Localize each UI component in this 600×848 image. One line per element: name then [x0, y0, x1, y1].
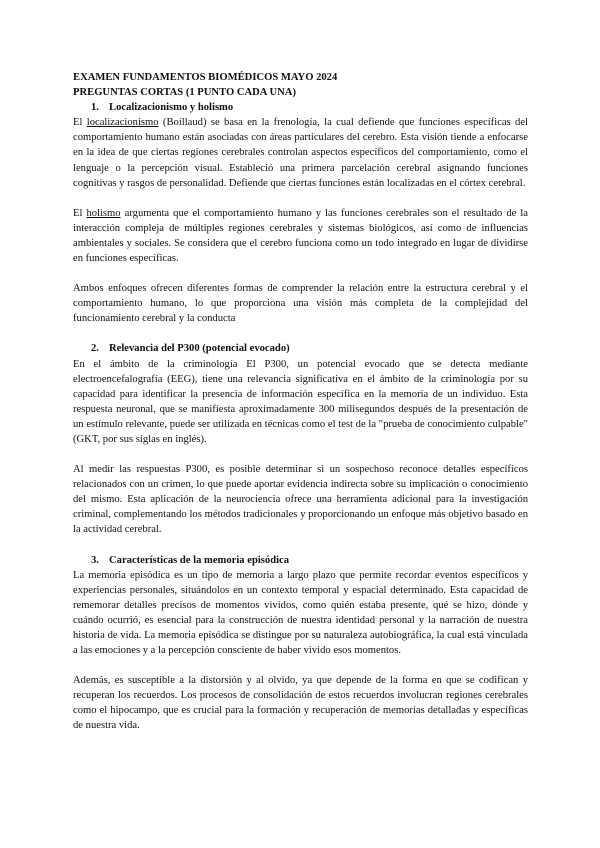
spacer — [73, 266, 528, 281]
section-1-heading — [73, 100, 528, 115]
section-2-heading — [73, 341, 528, 356]
spacer — [73, 326, 528, 341]
section-3-title: Características de la memoria episódica — [109, 554, 290, 566]
section-2-title: Relevancia del P300 (potencial evocado) — [109, 343, 290, 355]
section-1-paragraph-1 — [73, 115, 528, 190]
term-localizacionismo: localizacionismo — [86, 117, 159, 129]
spacer — [73, 191, 528, 206]
section-1-p1-lead: El — [73, 117, 87, 129]
section-2-paragraph-2: Al medir las respuestas P300, es posible determinar si un sospechoso reconoce detalles específicos relacionados con un crimen, lo que puede aportar evidencia indirecta sobre su implicación o conocimiento del mismo. Esta aplicación de la neurociencia ofrece una herramienta adicional para la investigación criminal, complementando los métodos tradicionales y proporcionando un enfoque más objetivo basado en la actividad cerebral. — [73, 464, 528, 536]
document-body — [73, 70, 528, 734]
section-1-p2-lead: El — [73, 207, 87, 219]
section-1-paragraph-3: Ambos enfoques ofrecen diferentes formas de comprender la relación entre la estructura cerebral y el comportamiento humano, lo que proporciona una visión más completa de la complejidad del funcionamiento cerebral y la conducta — [73, 283, 528, 325]
section-1-paragraph-2 — [73, 206, 528, 266]
section-1-title: Localizacionismo y holismo — [109, 102, 234, 114]
section-2-paragraph-1: En el ámbito de la criminología El P300, un potencial evocado que se detecta mediante electroencefalografía (EEG), tiene una relevancia significativa en el ámbito de la criminología por su capacidad para identificar la presencia de información específica en la memoria de un individuo. Esta respuesta neuronal, que se manifiesta aproximadamente 300 milisegundos después de la presentación de un estímulo relevante, puede ser utilizada en técnicas como el test de la "prueba de conocimiento culpable" (GKT, por sus siglas en inglés). — [73, 358, 528, 445]
section-3-paragraph-2: Además, es susceptible a la distorsión y al olvido, ya que depende de la forma en que se codifican y recuperan los recuerdos. Los procesos de consolidación de estos recuerdos involucran regiones cerebrales como el hipocampo, que es crucial para la formación y recuperación de memorias detalladas y específicas de nuestra vida. — [73, 675, 528, 732]
section-1-p2-text: argumenta que el comportamiento humano y las funciones cerebrales son el resultado de la interacción compleja de múltiples regiones cerebrales y sistemas biológicos, así como de influencias ambientales y sociales. Se considera que el cerebro funciona como un todo integrado en lugar de dividirse en funciones específicas. — [73, 207, 528, 265]
term-holismo: holismo — [86, 207, 121, 219]
spacer — [73, 658, 528, 673]
spacer — [73, 447, 528, 462]
exam-subtitle: PREGUNTAS CORTAS (1 PUNTO CADA UNA) — [73, 87, 296, 99]
section-1-number: 1. — [91, 102, 99, 114]
section-1-p1-text: (Boillaud) se basa en la frenología, la cual defiende que funciones específicas del comportamiento humano están asociadas con áreas particulares del cerebro. Esta visión tiende a enfocarse en la idea de que ciertas regiones cerebrales controlan aspectos específicos del comportamiento, como el lenguaje o la percepción visual. Estableció una primera parcelación cerebral asignando funciones cognitivas y rasgos de personalidad. Defiende que ciertas funciones están localizadas en el córtex cerebral. — [73, 117, 528, 189]
spacer — [73, 538, 528, 553]
section-3-number: 3. — [91, 554, 99, 566]
section-3-heading — [73, 553, 528, 568]
section-2-number: 2. — [91, 343, 99, 355]
section-3-paragraph-1: La memoria episódica es un tipo de memoria a largo plazo que permite recordar eventos específicos y experiencias personales, situándolos en un contexto temporal y espacial determinado. Esta capacidad de rememorar detalles precisos de momentos vividos, como quién estaba presente, qué se hizo, dónde y cuándo ocurrió, es esencial para la construcción de nuestra identidad personal y la narración de nuestra historia de vida. La memoria episódica se distingue por su naturaleza autobiográfica, la cual está vinculada a las emociones y a la percepción consciente de haber vivido esos momentos. — [73, 569, 528, 657]
exam-title: EXAMEN FUNDAMENTOS BIOMÉDICOS MAYO 2024 — [73, 72, 338, 83]
